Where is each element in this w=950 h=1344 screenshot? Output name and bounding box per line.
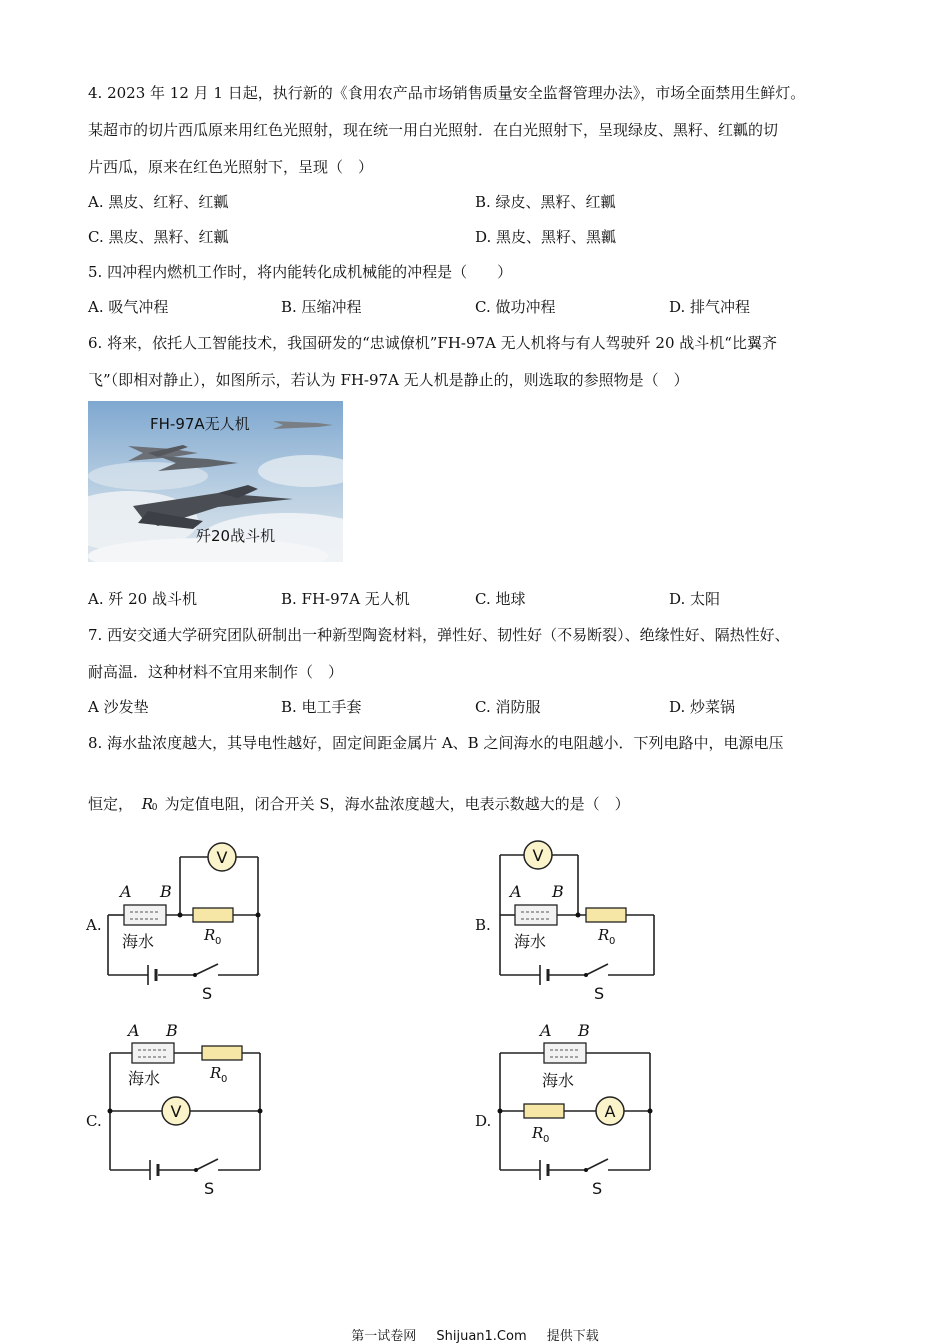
plate-b-label: B: [552, 882, 564, 901]
voltmeter-symbol: V: [216, 848, 228, 867]
plate-b-label: B: [160, 882, 172, 901]
switch-label: S: [592, 1179, 603, 1198]
circuit-a-diagram: [100, 835, 280, 1005]
r0-symbol: R: [141, 795, 154, 813]
q8-line1: 8. 海水盐浓度越大，其导电性越好，固定间距金属片 A、B 之间海水的电阻越小．下列电路中，电源电压: [88, 734, 784, 752]
circuit-b-diagram: [490, 835, 670, 1005]
q5-option-d: D. 排气冲程: [669, 298, 751, 316]
voltmeter-symbol: V: [170, 1102, 182, 1121]
photo-label-j20: 歼20战斗机: [196, 527, 276, 545]
switch-label: S: [202, 984, 213, 1003]
circuit-b-label: B.: [475, 916, 491, 934]
plate-b-label: B: [578, 1021, 590, 1040]
q8-line2-suffix: 为定值电阻，闭合开关 S，海水盐浓度越大，电表示数越大的是（ ）: [164, 795, 630, 813]
voltmeter-symbol: V: [532, 846, 544, 865]
plate-a-label: A: [540, 1021, 552, 1040]
footer-site-cn[interactable]: 第一试卷网: [351, 1329, 417, 1344]
seawater-label: 海水: [128, 1069, 161, 1088]
page-footer: [0, 1325, 950, 1344]
q7-option-c: C. 消防服: [475, 698, 541, 716]
q7-option-a: A 沙发垫: [88, 698, 149, 716]
q5-option-a: A. 吸气冲程: [88, 298, 169, 316]
ammeter-symbol: A: [604, 1102, 616, 1121]
q5-option-b: B. 压缩冲程: [281, 298, 362, 316]
resistor-r-label: R: [210, 1064, 222, 1082]
q8-line2-prefix: 恒定，: [88, 795, 134, 813]
q4-line3: 片西瓜，原来在红色光照射下，呈现（ ）: [88, 158, 374, 176]
circuit-d-diagram: [490, 1018, 670, 1200]
q4-option-b: B. 绿皮、黑籽、红瓤: [475, 193, 616, 211]
photo-label-drone: FH-97A无人机: [150, 415, 250, 433]
q6-option-c: C. 地球: [475, 590, 526, 608]
q6-line1: 6. 将来，依托人工智能技术，我国研发的“忠诚僚机”FH-97A 无人机将与有人驾驶歼 20 战斗机“比翼齐: [88, 334, 777, 352]
plate-a-label: A: [120, 882, 132, 901]
switch-label: S: [204, 1179, 215, 1198]
q5-line1: 5. 四冲程内燃机工作时，将内能转化成机械能的冲程是（ ）: [88, 263, 513, 281]
resistor-sub-label: 0: [543, 1134, 550, 1145]
q6-line2: 飞”（即相对静止），如图所示，若认为 FH-97A 无人机是静止的，则选取的参照物是（ ）: [88, 371, 689, 389]
seawater-label: 海水: [122, 932, 155, 951]
q4-line2: 某超市的切片西瓜原来用红色光照射，现在统一用白光照射．在白光照射下，呈现绿皮、黑籽、红瓤的切: [88, 121, 779, 139]
circuit-a-label: A.: [86, 916, 102, 934]
q4-option-a: A. 黑皮、红籽、红瓤: [88, 193, 229, 211]
resistor-r-label: R: [532, 1124, 544, 1142]
circuit-c-diagram: [100, 1018, 280, 1200]
resistor-r-label: R: [204, 926, 216, 944]
resistor-sub-label: 0: [215, 936, 222, 947]
seawater-label: 海水: [542, 1071, 575, 1090]
resistor-sub-label: 0: [221, 1074, 228, 1085]
plate-a-label: A: [128, 1021, 140, 1040]
seawater-label: 海水: [514, 932, 547, 951]
q4-option-d: D. 黑皮、黑籽、黑瓤: [475, 228, 617, 246]
resistor-sub-label: 0: [609, 936, 616, 947]
circuit-d-label: D.: [475, 1112, 492, 1130]
footer-download: 提供下载: [546, 1329, 599, 1344]
q6-option-a: A. 歼 20 战斗机: [88, 590, 197, 608]
switch-label: S: [594, 984, 605, 1003]
plate-b-label: B: [166, 1021, 178, 1040]
r0-subscript: 0: [151, 803, 158, 813]
q6-option-b: B. FH-97A 无人机: [281, 590, 410, 608]
plate-a-label: A: [510, 882, 522, 901]
q7-option-d: D. 炒菜锅: [669, 698, 736, 716]
circuit-c-label: C.: [86, 1112, 102, 1130]
q7-option-b: B. 电工手套: [281, 698, 362, 716]
q7-line1: 7. 西安交通大学研究团队研制出一种新型陶瓷材料，弹性好、韧性好（不易断裂）、绝缘性好、隔热性好、: [88, 626, 790, 644]
q5-option-c: C. 做功冲程: [475, 298, 556, 316]
q4-line1: 4. 2023 年 12 月 1 日起，执行新的《食用农产品市场销售质量安全监督管理办法》，市场全面禁用生鲜灯。: [88, 84, 806, 102]
resistor-r-label: R: [598, 926, 610, 944]
q7-line2: 耐高温．这种材料不宜用来制作（ ）: [88, 663, 344, 681]
footer-site-en[interactable]: Shijuan1.Com: [436, 1329, 527, 1344]
q6-option-d: D. 太阳: [669, 590, 721, 608]
q8-line2: [88, 793, 630, 814]
aircraft-photo: [88, 401, 343, 562]
q4-option-c: C. 黑皮、黑籽、红瓤: [88, 228, 229, 246]
